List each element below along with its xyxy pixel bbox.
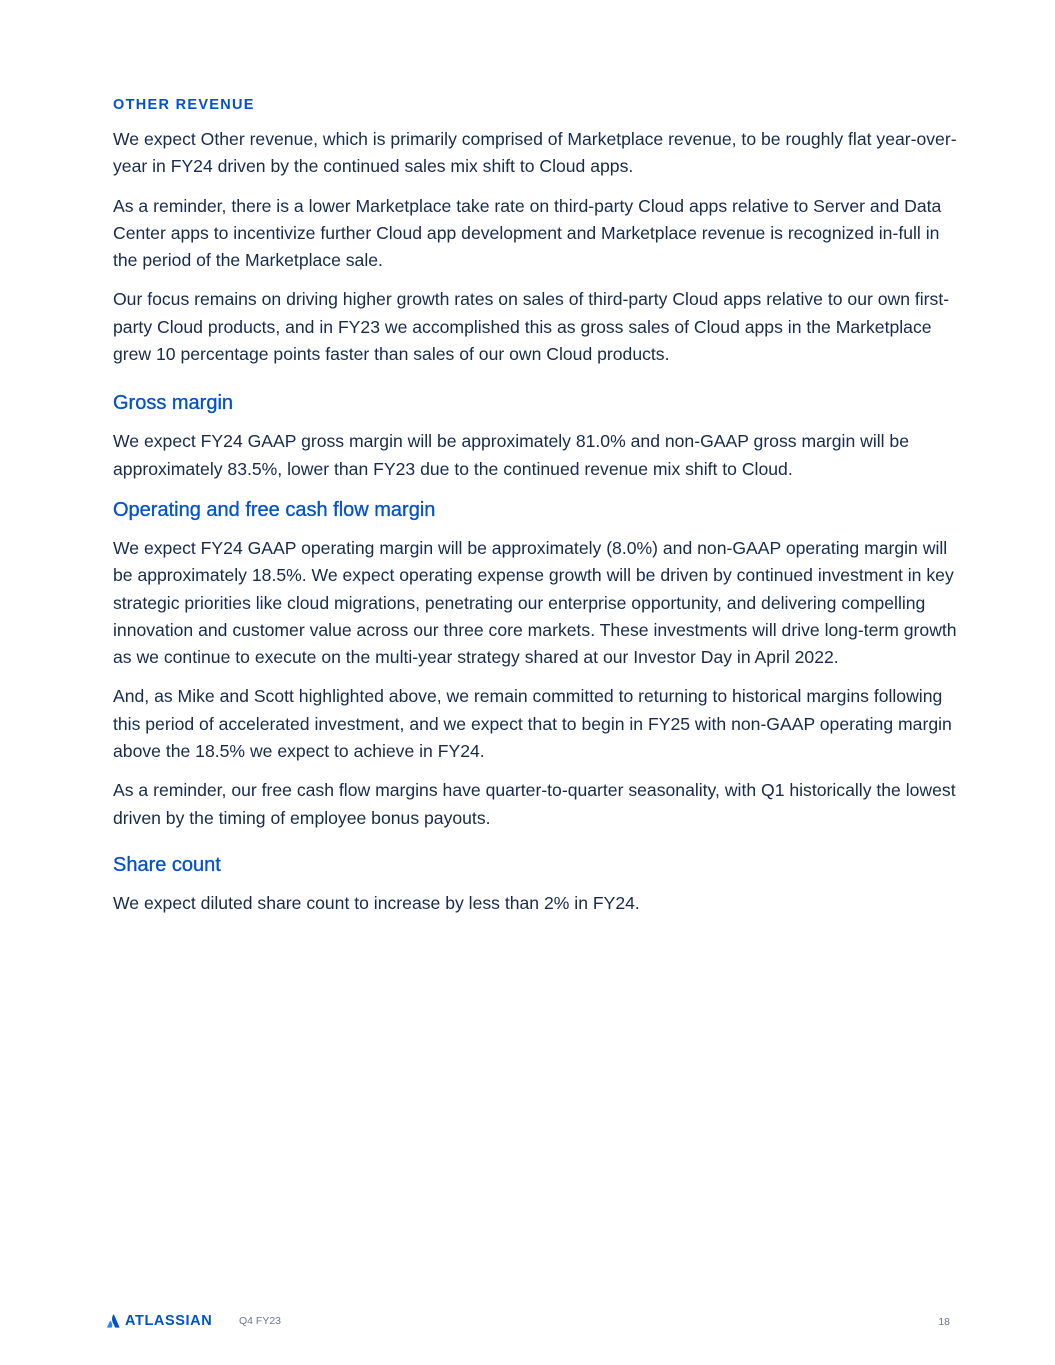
paragraph: As a reminder, our free cash flow margins have quarter-to-quarter seasonality, with Q1 historically the lowest driven by the timing of employee bonus payouts. xyxy=(113,780,956,828)
page-footer xyxy=(107,1312,952,1332)
section-heading-share-count: Share count xyxy=(113,853,221,876)
section-heading-operating-margin: Operating and free cash flow margin xyxy=(113,498,436,521)
paragraph: As a reminder, there is a lower Marketplace take rate on third-party Cloud apps relative to Server and Data Center apps to incentivize further Cloud app development and Marketplace revenue is recognized in-full in the period of the Marketplace sale. xyxy=(113,195,942,271)
atlassian-logo-icon xyxy=(107,1314,120,1328)
report-period: Q4 FY23 xyxy=(239,1315,282,1327)
paragraph: Our focus remains on driving higher growth rates on sales of third-party Cloud apps relative to our own first-party Cloud products, and in FY23 we accomplished this as gross sales of Cloud apps in the Marketplace grew 10 percentage points faster than sales of our own Cloud products. xyxy=(113,289,950,365)
paragraph: And, as Mike and Scott highlighted above, we remain committed to returning to historical margins following this period of accelerated investment, and we expect that to begin in FY25 with non-GAAP operating margin above the 18.5% we expect to achieve in FY24. xyxy=(113,686,952,762)
page-number: 18 xyxy=(938,1316,950,1328)
document-body xyxy=(113,96,958,929)
paragraph: We expect FY24 GAAP gross margin will be approximately 81.0% and non-GAAP gross margin will be approximately 83.5%, lower than FY23 due to the continued revenue mix shift to Cloud. xyxy=(113,431,910,479)
paragraph: We expect FY24 GAAP operating margin will be approximately (8.0%) and non-GAAP operating margin will be approximately 18.5%. We expect operating expense growth will be driven by continued investment in key strategic priorities like cloud migrations, penetrating our enterprise opportunity, and delivering compelling innovation and customer value across our three core markets. These investments will drive long-term growth as we continue to execute on the multi-year strategy shared at our Investor Day in April 2022. xyxy=(113,537,957,668)
section-heading-gross-margin: Gross margin xyxy=(113,392,234,415)
atlassian-logo xyxy=(107,1313,212,1329)
section-eyebrow-other-revenue: OTHER REVENUE xyxy=(113,97,255,113)
logo-wordmark: ATLASSIAN xyxy=(125,1313,213,1329)
paragraph: We expect diluted share count to increase by less than 2% in FY24. xyxy=(113,892,640,913)
paragraph: We expect Other revenue, which is primarily comprised of Marketplace revenue, to be roughly flat year-over-year in FY24 driven by the continued sales mix shift to Cloud apps. xyxy=(113,129,957,177)
